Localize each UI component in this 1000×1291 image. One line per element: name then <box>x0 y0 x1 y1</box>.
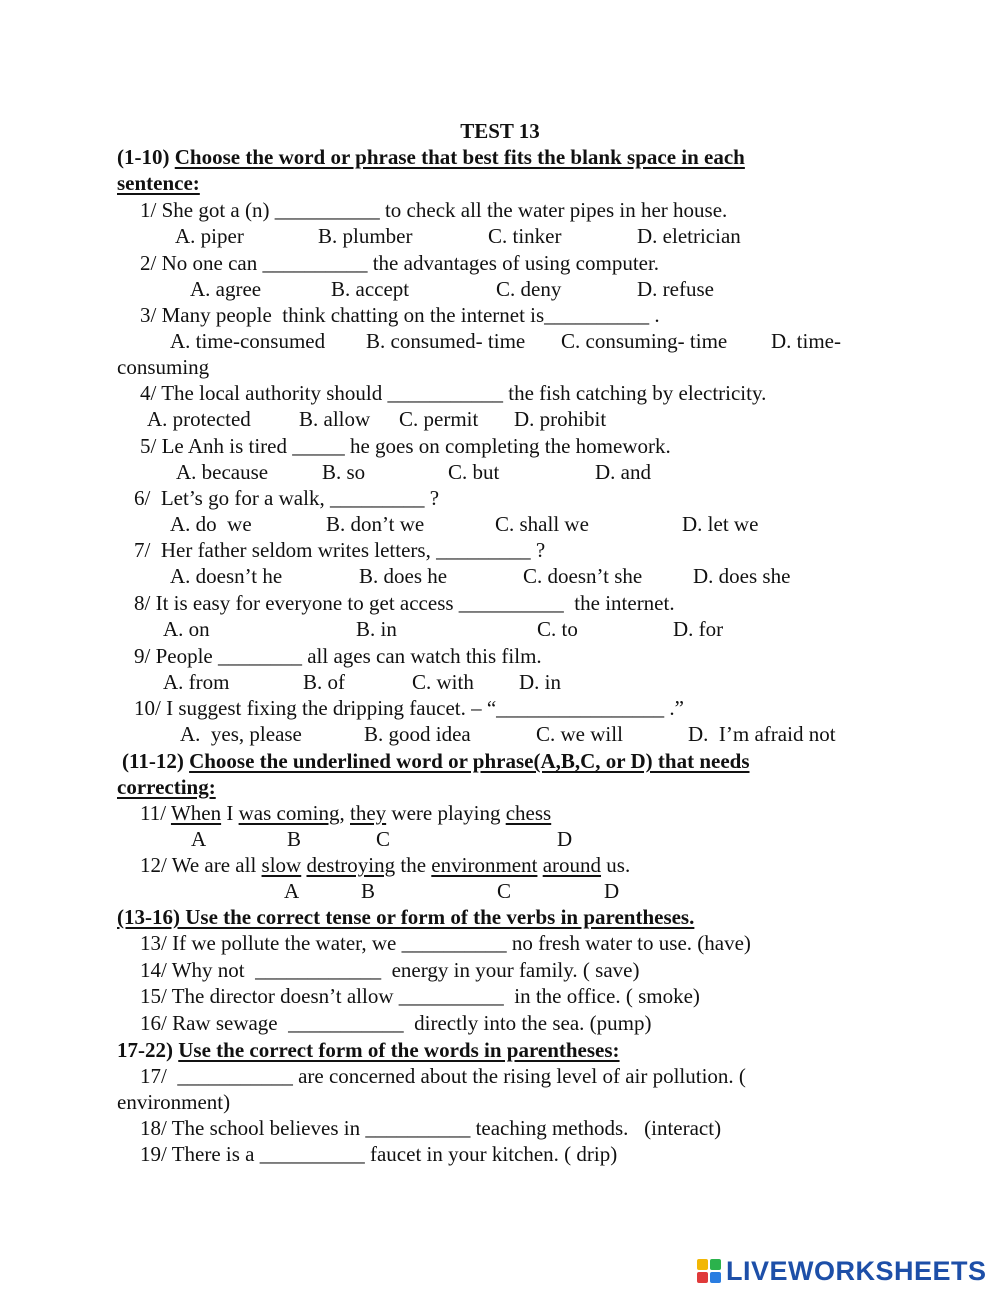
section4-heading-text: Use the correct form of the words in parentheses: <box>178 1038 620 1062</box>
q9-option-c: C. with <box>412 670 474 694</box>
question-6: 6/ Let’s go for a walk, _________ ? <box>134 486 440 510</box>
question-9: 9/ People ________ all ages can watch this film. <box>134 644 542 668</box>
q7-option-b: B. does he <box>359 564 448 588</box>
question-8: 8/ It is easy for everyone to get access __________ the internet. <box>134 591 675 615</box>
q5-option-c: C. but <box>448 460 500 484</box>
q4-option-a: A. protected <box>147 407 251 431</box>
q12-label-c: C <box>497 879 512 903</box>
question-4: 4/ The local authority should ___________ the fish catching by electricity. <box>140 381 767 405</box>
q10-option-b: B. good idea <box>364 722 471 746</box>
q5-option-d: D. and <box>595 460 651 484</box>
q11-label-b: B <box>287 827 302 851</box>
question-17-wrap: environment) <box>117 1090 231 1114</box>
q1-option-a: A. piper <box>175 224 244 248</box>
section4-number: 17-22) <box>117 1038 179 1062</box>
q6-option-b: B. don’t we <box>326 512 425 536</box>
question-13: 13/ If we pollute the water, we __________ no fresh water to use. (have) <box>140 931 751 955</box>
section1-number: (1-10) <box>117 145 175 169</box>
q2-option-c: C. deny <box>496 277 562 301</box>
q11-underlined-c: they <box>350 801 387 825</box>
question-10: 10/ I suggest fixing the dripping faucet. – “________________ .” <box>134 696 684 720</box>
q10-option-d: D. I’m afraid not <box>688 722 836 746</box>
q3-option-a: A. time-consumed <box>170 329 326 353</box>
question-1: 1/ She got a (n) __________ to check all the water pipes in her house. <box>140 198 728 222</box>
q12-underlined-b: destroying <box>306 853 396 877</box>
q5-option-b: B. so <box>322 460 366 484</box>
question-16: 16/ Raw sewage ___________ directly into the sea. (pump) <box>140 1011 652 1035</box>
question-12: 12/ We are all slow destroying the environment around us. <box>140 853 631 877</box>
section2-number: (11-12) <box>122 749 190 773</box>
q7-option-a: A. doesn’t he <box>170 564 283 588</box>
q7-option-c: C. doesn’t she <box>523 564 643 588</box>
section1-heading-line2: sentence: <box>117 171 200 195</box>
liveworksheets-mark-icon <box>697 1259 721 1283</box>
q6-option-c: C. shall we <box>495 512 589 536</box>
liveworksheets-logo <box>697 1256 987 1286</box>
q3-option-d-wrap: consuming <box>117 355 210 379</box>
q2-option-b: B. accept <box>331 277 410 301</box>
question-2: 2/ No one can __________ the advantages of using computer. <box>140 251 660 275</box>
q4-option-b: B. allow <box>299 407 371 431</box>
q12-underlined-c: environment <box>431 853 538 877</box>
q4-option-c: C. permit <box>399 407 479 431</box>
section1-heading-line1: Choose the word or phrase that best fits the blank space in each <box>174 145 745 169</box>
q3-option-d: D. time- <box>771 329 841 353</box>
q12-label-a: A <box>284 879 300 903</box>
q10-option-a: A. yes, please <box>180 722 302 746</box>
q1-option-b: B. plumber <box>318 224 413 248</box>
question-19: 19/ There is a __________ faucet in your kitchen. ( drip) <box>140 1142 618 1166</box>
q8-option-d: D. for <box>673 617 724 641</box>
section1-heading <box>117 144 745 170</box>
q8-option-a: A. on <box>163 617 210 641</box>
q9-option-d: D. in <box>519 670 561 694</box>
q2-option-a: A. agree <box>190 277 262 301</box>
q3-option-c: C. consuming- time <box>561 329 728 353</box>
q4-option-d: D. prohibit <box>514 407 607 431</box>
q12-underlined-d: around <box>542 853 602 877</box>
q11-label-a: A <box>191 827 207 851</box>
q6-option-d: D. let we <box>682 512 759 536</box>
question-18: 18/ The school believes in __________ teaching methods. (interact) <box>140 1116 722 1140</box>
question-7: 7/ Her father seldom writes letters, _________ ? <box>134 538 546 562</box>
q3-option-b: B. consumed- time <box>366 329 526 353</box>
q9-option-a: A. from <box>163 670 230 694</box>
question-3: 3/ Many people think chatting on the internet is__________ . <box>140 303 660 327</box>
test-title: TEST 13 <box>460 119 540 143</box>
q8-option-b: B. in <box>356 617 397 641</box>
q11-label-d: D <box>557 827 573 851</box>
question-5: 5/ Le Anh is tired _____ he goes on completing the homework. <box>140 434 671 458</box>
q11-underlined-d: chess <box>505 801 552 825</box>
q10-option-c: C. we will <box>536 722 623 746</box>
q5-option-a: A. because <box>176 460 269 484</box>
question-11: 11/ When I was coming, they were playing chess <box>140 801 552 825</box>
liveworksheets-logo-text: LIVEWORKSHEETS <box>726 1255 987 1286</box>
q7-option-d: D. does she <box>693 564 791 588</box>
q1-option-d: D. eletrician <box>637 224 741 248</box>
q11-underlined-a: When <box>170 801 222 825</box>
section2-heading <box>122 748 750 774</box>
q11-label-c: C <box>376 827 391 851</box>
q9-option-b: B. of <box>303 670 345 694</box>
question-15: 15/ The director doesn’t allow __________ in the office. ( smoke) <box>140 984 700 1008</box>
section2-heading-line2: correcting: <box>117 775 216 799</box>
q2-option-d: D. refuse <box>637 277 714 301</box>
section3-heading: (13-16) Use the correct tense or form of the verbs in parentheses. <box>117 905 695 929</box>
section2-heading-line1: Choose the underlined word or phrase(A,B,C, or D) that needs <box>189 749 750 773</box>
q12-label-d: D <box>604 879 620 903</box>
q12-underlined-a: slow <box>261 853 302 877</box>
section4-heading <box>117 1037 620 1063</box>
q11-underlined-b: was coming <box>238 801 340 825</box>
q8-option-c: C. to <box>537 617 578 641</box>
question-17: 17/ ___________ are concerned about the rising level of air pollution. ( <box>140 1064 746 1088</box>
q12-label-b: B <box>361 879 376 903</box>
question-14: 14/ Why not ____________ energy in your family. ( save) <box>140 958 640 982</box>
q1-option-c: C. tinker <box>488 224 562 248</box>
q6-option-a: A. do we <box>170 512 252 536</box>
